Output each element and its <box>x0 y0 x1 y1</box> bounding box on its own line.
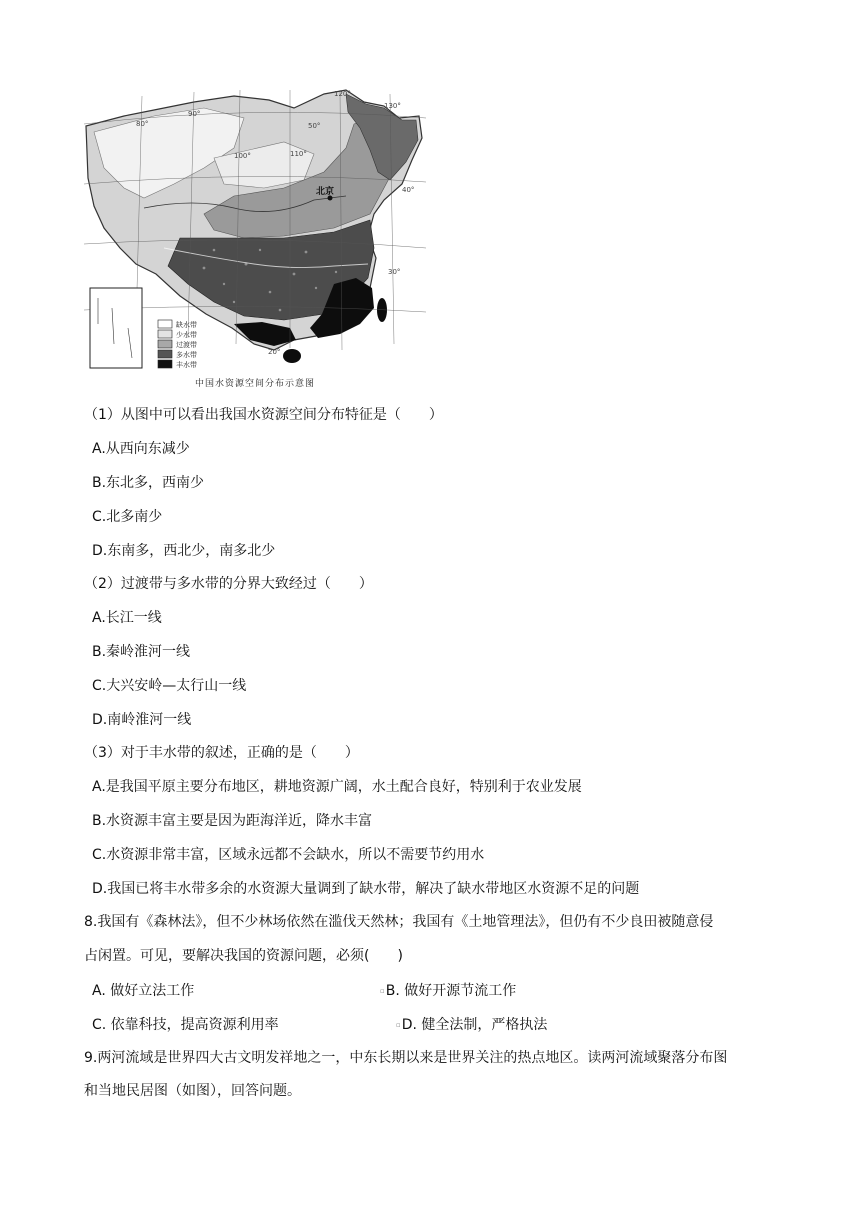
anchor-mark-icon: ▫ <box>380 987 385 995</box>
lat-tick-20: 20° <box>268 348 281 356</box>
map-caption: 中国水资源空间分布示意图 <box>194 379 315 389</box>
q7-sub1-option-c[interactable]: C.北多南少 <box>92 509 163 525</box>
q8-option-d-text: D. 健全法制，严格执法 <box>401 1017 548 1033</box>
q8-option-b-text: B. 做好开源节流工作 <box>385 983 517 999</box>
anchor-mark-icon: ▫ <box>396 1021 401 1029</box>
lat-tick-50: 50° <box>308 122 321 130</box>
q7-sub1-stem: （1）从图中可以看出我国水资源空间分布特征是（ ） <box>84 407 443 423</box>
legend-label-3: 过渡带 <box>176 341 197 349</box>
q8-option-a[interactable]: A. 做好立法工作 <box>92 983 195 999</box>
legend-label-5: 丰水带 <box>176 361 197 369</box>
lon-tick-100: 100° <box>234 152 251 160</box>
lon-tick-110: 110° <box>290 150 307 158</box>
lon-tick-130: 130° <box>384 102 401 110</box>
q7-sub2-option-a[interactable]: A.长江一线 <box>92 610 162 626</box>
lat-tick-40: 40° <box>402 186 415 194</box>
lon-tick-80: 80° <box>136 120 149 128</box>
q9-stem-line-1: 9.两河流域是世界四大古文明发祥地之一，中东长期以来是世界关注的热点地区。读两河流域聚落分布图 <box>84 1050 728 1066</box>
lon-tick-120: 120° <box>334 90 351 98</box>
q8-option-c[interactable]: C. 依靠科技，提高资源利用率 <box>92 1017 279 1033</box>
legend-swatch-2 <box>158 330 172 338</box>
q8-stem-line-1: 8.我国有《森林法》，但不少林场依然在滥伐天然林；我国有《土地管理法》，但仍有不少良田被随意侵 <box>84 914 714 930</box>
map-graphic <box>84 88 426 378</box>
legend-label-2: 少水带 <box>176 331 197 339</box>
legend-swatch-5 <box>158 360 172 368</box>
q7-sub2-option-b[interactable]: B.秦岭淮河一线 <box>92 644 191 660</box>
q7-sub3-option-b[interactable]: B.水资源丰富主要是因为距海洋近，降水丰富 <box>92 813 373 829</box>
q7-sub1-option-d[interactable]: D.东南多，西北少，南多北少 <box>92 543 276 559</box>
legend-label-1: 缺水带 <box>176 321 197 329</box>
hainan-island <box>283 349 301 363</box>
q7-sub2-option-c[interactable]: C.大兴安岭—太行山一线 <box>92 678 247 694</box>
q7-sub3-option-c[interactable]: C.水资源非常丰富，区域永远都不会缺水，所以不需要节约用水 <box>92 847 485 863</box>
legend-swatch-3 <box>158 340 172 348</box>
china-water-resources-map <box>84 88 426 388</box>
q7-sub1-option-a[interactable]: A.从西向东减少 <box>92 441 190 457</box>
q8-option-b[interactable] <box>380 981 516 1001</box>
lon-tick-90: 90° <box>188 110 201 118</box>
legend-label-4: 多水带 <box>176 351 197 359</box>
beijing-label: 北京 <box>316 187 335 197</box>
legend-swatch-1 <box>158 320 172 328</box>
legend-swatch-4 <box>158 350 172 358</box>
q7-sub3-option-a[interactable]: A.是我国平原主要分布地区，耕地资源广阔，水土配合良好，特别利于农业发展 <box>92 779 582 795</box>
q7-sub2-option-d[interactable]: D.南岭淮河一线 <box>92 712 192 728</box>
q8-stem-line-2: 占闲置。可见，要解决我国的资源问题，必须( ) <box>84 948 403 964</box>
q7-sub1-option-b[interactable]: B.东北多，西南少 <box>92 475 205 491</box>
map-legend <box>158 320 197 369</box>
q8-option-d[interactable] <box>396 1015 547 1035</box>
q7-sub2-stem: （2）过渡带与多水带的分界大致经过（ ） <box>84 576 373 592</box>
q9-stem-line-2: 和当地民居图（如图），回答问题。 <box>84 1083 301 1099</box>
lat-tick-30: 30° <box>388 268 401 276</box>
q7-sub3-stem: （3）对于丰水带的叙述，正确的是（ ） <box>84 745 359 761</box>
q7-sub3-option-d[interactable]: D.我国已将丰水带多余的水资源大量调到了缺水带，解决了缺水带地区水资源不足的问题 <box>92 881 640 897</box>
